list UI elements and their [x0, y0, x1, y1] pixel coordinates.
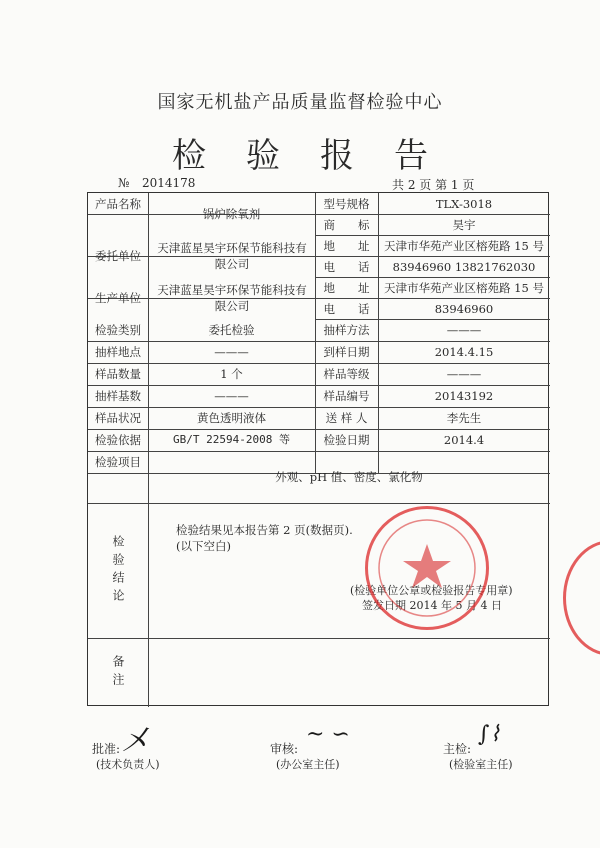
- producer-address-label: 地 址: [323, 280, 370, 295]
- arrival-date-label: 到样日期: [323, 345, 370, 359]
- sampling-base-value: ———: [214, 389, 249, 403]
- conclusion-line-2: (以下空白): [176, 539, 231, 553]
- arrival-date-value: 2014.4.15: [434, 345, 494, 359]
- category-value: 委托检验: [208, 323, 255, 337]
- producer-address: 天津市华苑产业区榕苑路 15 号: [384, 280, 544, 295]
- sample-no-label: 样品编号: [323, 389, 370, 403]
- product-name: 锅炉除氧剂: [202, 207, 261, 221]
- producer-phone-label: 电 话: [323, 301, 370, 316]
- producer-phone: 83946960: [434, 301, 494, 316]
- items-label: 检验项目: [95, 455, 141, 469]
- page-count: 共 2 页 第 1 页: [392, 178, 475, 192]
- basis-value: GB/T 22594-2008 等: [173, 433, 290, 446]
- producer-name: 天津蓝星昊宇环保节能科技有限公司: [157, 283, 307, 313]
- approver-role: (技术负责人): [96, 758, 160, 771]
- sender-value: 李先生: [446, 411, 482, 425]
- test-date-label: 检验日期: [323, 433, 370, 447]
- approver-label: 批准:: [92, 742, 121, 756]
- sampling-place-value: ———: [214, 345, 249, 359]
- client-address-label: 地 址: [323, 238, 370, 253]
- sampling-base-label: 抽样基数: [95, 389, 141, 403]
- client-name: 天津蓝星昊宇环保节能科技有限公司: [157, 241, 307, 271]
- basis-label: 检验依据: [95, 433, 141, 447]
- seal-note: (检验单位公章或检验报告专用章): [350, 584, 513, 597]
- report-number: 2014178: [142, 176, 196, 190]
- seal-star-icon: [368, 509, 486, 627]
- sample-grade-label: 样品等级: [323, 367, 370, 381]
- reviewer-label: 审核:: [270, 742, 299, 756]
- sample-qty-value: 1 个: [220, 367, 243, 381]
- sampling-method-value: ———: [446, 323, 482, 337]
- client-phone-label: 电 话: [323, 259, 370, 274]
- product-name-label: 产品名称: [95, 196, 141, 211]
- inspector-signature-icon: ∫⌇: [478, 722, 501, 747]
- inspection-seal-stamp: [365, 506, 489, 630]
- sample-qty-label: 样品数量: [95, 367, 141, 381]
- test-date-value: 2014.4: [443, 433, 485, 447]
- inspector-role: (检验室主任): [449, 758, 513, 771]
- sampling-place-label: 抽样地点: [95, 345, 141, 359]
- sample-grade-value: ———: [446, 367, 482, 381]
- client-label: 委托单位: [95, 249, 141, 263]
- sampling-method-label: 抽样方法: [323, 323, 370, 337]
- items-value: 外观、pH 值、密度、氯化物: [275, 470, 423, 484]
- issue-date: 签发日期 2014 年 5 月 4 日: [362, 599, 502, 612]
- client-address: 天津市华苑产业区榕苑路 15 号: [384, 238, 544, 253]
- org-title: 国家无机盐产品质量监督检验中心: [157, 92, 443, 113]
- remarks-label: 备注: [111, 654, 125, 691]
- approver-signature-icon: 㐅: [120, 724, 150, 759]
- sample-state-value: 黄色透明液体: [197, 411, 266, 425]
- conclusion-line-1: 检验结果见本报告第 2 页(数据页).: [176, 523, 353, 537]
- model-label: 型号规格: [323, 196, 370, 211]
- report-table: [87, 192, 549, 706]
- sample-state-label: 样品状况: [95, 411, 141, 425]
- reviewer-role: (办公室主任): [276, 758, 340, 771]
- partial-stamp: [563, 540, 600, 656]
- inspector-label: 主检:: [443, 742, 472, 756]
- report-title: 检验报告: [172, 136, 468, 176]
- model-value: TLX-3018: [435, 196, 493, 211]
- sender-label: 送 样 人: [325, 411, 368, 425]
- producer-label: 生产单位: [95, 291, 141, 305]
- report-number-label: №: [118, 176, 130, 190]
- brand-value: 昊宇: [452, 217, 476, 232]
- client-phone: 83946960 13821762030: [392, 259, 536, 274]
- category-label: 检验类别: [95, 323, 141, 337]
- conclusion-label: 检验结论: [111, 534, 125, 607]
- reviewer-signature-icon: ~ ∽: [306, 722, 350, 747]
- brand-label: 商 标: [323, 217, 370, 232]
- sample-no-value: 20143192: [434, 389, 494, 403]
